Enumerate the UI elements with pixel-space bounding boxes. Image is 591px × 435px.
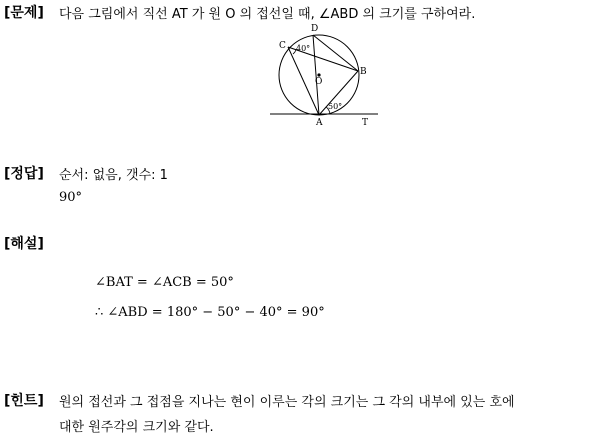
- hint-line-1: 원의 접선과 그 접점을 지나는 현이 이루는 각의 크기는 그 각의 내부에 있는 호에: [59, 395, 515, 410]
- answer-tag: [정답]: [4, 166, 44, 182]
- solution-tag: [해설]: [4, 236, 44, 252]
- angle-label-c: 40°: [296, 44, 311, 53]
- hint-tag: [힌트]: [4, 393, 44, 409]
- angle-label-a: 50°: [328, 102, 343, 111]
- geometry-figure: [262, 20, 388, 130]
- label-a: A: [316, 118, 323, 128]
- answer-value: 90°: [59, 190, 83, 205]
- problem-tag: [문제]: [4, 5, 44, 21]
- label-t: T: [362, 118, 369, 128]
- label-d: D: [311, 24, 319, 34]
- chord-db: [313, 35, 358, 71]
- problem-text: 다음 그림에서 직선 AT 가 원 O 의 접선일 때, ∠ABD 의 크기를 구하여라.: [59, 7, 476, 22]
- label-b: B: [360, 67, 367, 77]
- solution-line-1: ∠BAT = ∠ACB = 50°: [95, 275, 234, 290]
- solution-line-2: ∴ ∠ABD = 180° − 50° − 40° = 90°: [95, 305, 325, 320]
- answer-meta: 순서: 없음, 갯수: 1: [59, 168, 168, 183]
- hint-line-2: 대한 원주각의 크기와 같다.: [59, 420, 214, 435]
- label-c: C: [279, 41, 286, 51]
- label-o: O: [315, 77, 323, 87]
